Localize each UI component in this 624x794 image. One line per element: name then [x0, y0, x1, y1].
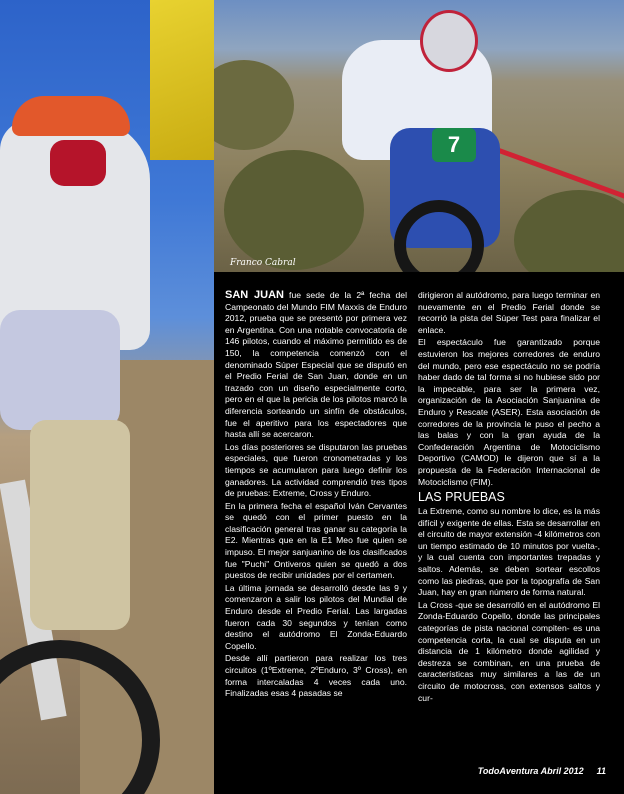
magazine-name: TodoAventura: [477, 766, 539, 776]
photo-rider-trail: [214, 0, 624, 272]
section-heading: LAS PRUEBAS: [418, 490, 505, 505]
lead-word: SAN JUAN: [225, 289, 284, 301]
photo-rider-jump: [0, 0, 214, 794]
photo-credit: Franco Cabral: [230, 258, 296, 268]
paragraph: La Cross -que se desarrolló en el autódromo El Zonda-Eduardo Copello, donde las principales categorías de pista nacional compiten- es una competencia corta, la cual se disputa en un distancia de 1 kilómetro donde agilidad y destreza se combinan, en una prueba de características muy similares a las de un circuito de motocross, con extensos saltos y cur-: [418, 599, 600, 703]
paragraph: Desde allí partieron para realizar los tres circuitos (1ºExtreme, 2ºEnduro, 3º Cross), en forma intercaladas 4 veces cada uno. Finalizadas esas 4 pasadas se: [225, 653, 407, 699]
number-plate: 7: [432, 128, 476, 162]
column-right: [418, 290, 600, 705]
column-left: [225, 290, 407, 701]
paragraph: dirigieron al autódromo, para luego terminar en nuevamente en el Predio Ferial donde se recorrió la pista del Súper Test para finalizar el enlace.: [418, 290, 600, 335]
bush: [514, 190, 624, 272]
bush: [214, 60, 294, 150]
paragraph: El espectáculo fue garantizado porque estuvieron los mejores corredores de enduro del mundo, pero ese espectáculo no se podría haber dado de tal forma si no hubiese sido por la impecable, para ser la primera vez, organización de la Asociación Sanjuanina de Enduro y Rescate (ASER). Esta asociación de corredores de la provincia le puso el pecho a las balas y con la gran ayuda de la Confederación Argentina de Motociclismo Deportivo (CAMOD) le dijeron que sí a la propuesta de la Federación Internacional de Motociclismo (FIM).: [418, 337, 600, 487]
article-body: [225, 290, 613, 760]
rider-boot: [30, 420, 130, 630]
rider-glove: [50, 140, 106, 186]
bush: [224, 150, 364, 270]
paragraph: SAN JUAN fue sede de la 2ª fecha del Campeonato del Mundo FIM Maxxis de Enduro 2012, prueba que se presentó por primera vez en Argentina. Con una notable convocatoria de 146 pilotos, cuando el máximo permitido es de 150, la competencia comenzó con el denominado Súper Especial que se disputó en el Predio Ferial de San Juan, donde en un trazado con un diseño especialmente corto, pero en el que la pericia de los pilotos marcó la diferencia sorteando un sinfín de obstáculos, fue el aperitivo para los espectadores que hasta allí se acercaron.: [225, 289, 407, 440]
paragraph: La Extreme, como su nombre lo dice, es la más difícil y exigente de ellas. Esta se desarrollar en el circuito de mayor extensión -4 kilómetros con un tiempo estimado de 10 minutos por vuelta-, y la cual cuenta con importantes trepadas y saltos. Además, se deben sortear escollos como las piedras, que por la topografía de San Juan, hay en gran número de forma natural.: [418, 506, 600, 598]
paragraph: La última jornada se desarrolló desde las 9 y comenzaron a salir los pilotos del Mundial de Enduro desde el Predio Ferial. Las largadas fueron cada 30 segundos y tenían como destino el autódromo El Zonda-Eduardo Copello.: [225, 582, 407, 651]
paragraph: En la primera fecha el español Iván Cervantes se quedó con el primer puesto en la clasificación general tras ganar su categoría la E2. Mientras que en la E1 Meo fue quien se impuso. El mejor sanjuanino de los clasificados fue "Puchi" Ontiveros quien se quedó a dos puestos de recibir unidades por el certamen.: [225, 500, 407, 581]
rider-helmet: [420, 10, 478, 72]
yellow-flag: [150, 0, 214, 160]
paragraph: Los días posteriores se disputaron las pruebas especiales, que fueron cronometradas y los tiempos se acumularon para luego definir los ganadores. La actividad comprendió tres tipos de pruebas: Extreme, Cross y Enduro.: [225, 441, 407, 499]
issue-date: Abril 2012: [540, 766, 584, 776]
page-number: 11: [596, 766, 606, 776]
page-footer: [478, 766, 606, 776]
rider-pants: [0, 310, 120, 430]
helmet-visor: [12, 96, 130, 136]
